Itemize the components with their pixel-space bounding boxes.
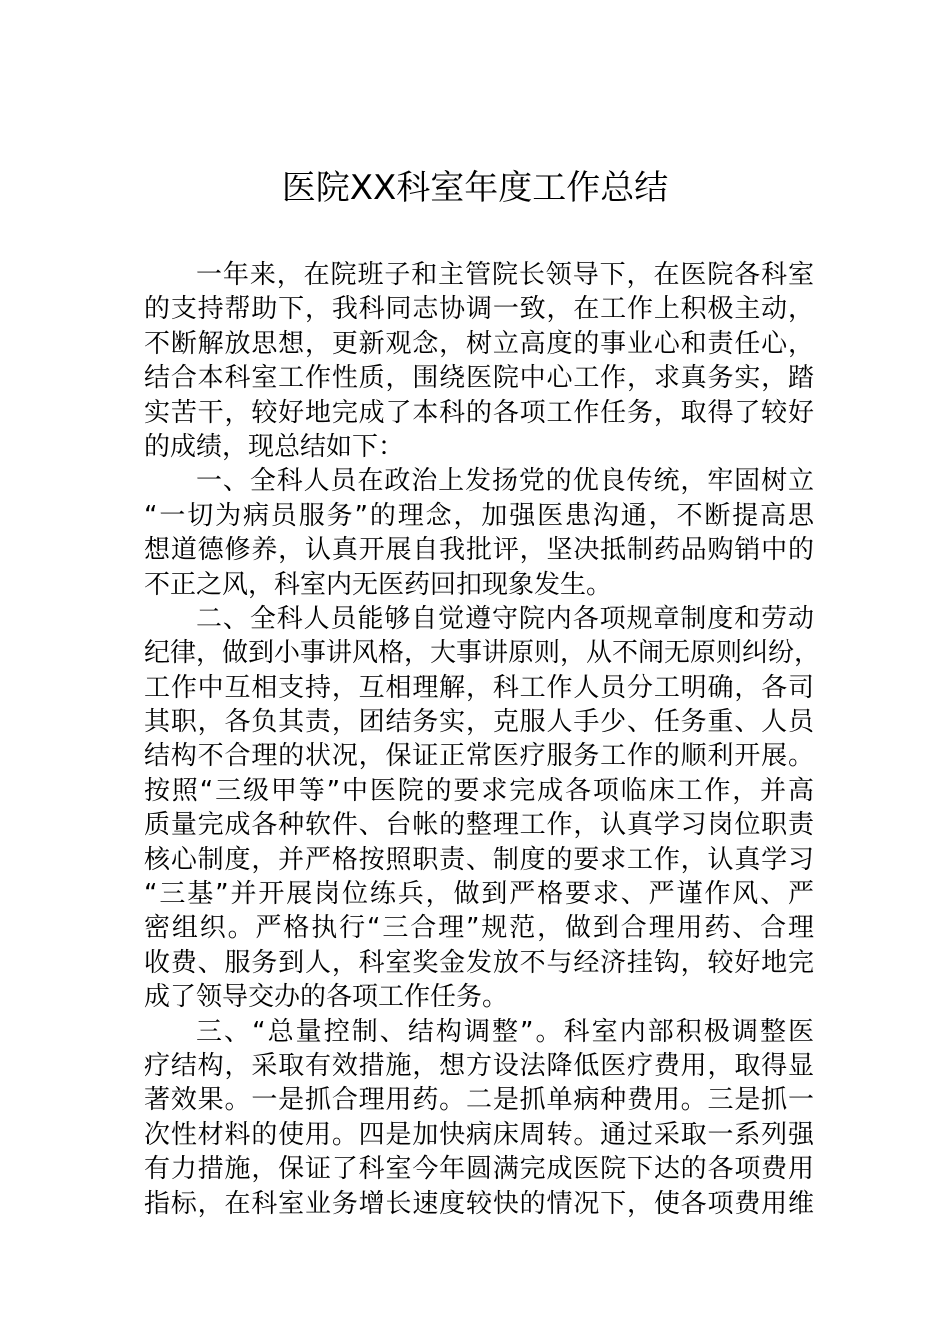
text-line: “一切为病员服务”的理念，加强医患沟通，不断提高思 <box>144 500 814 531</box>
text-line: 结构不合理的状况，保证正常医疗服务工作的顺利开展。 <box>144 741 814 772</box>
text-line: 想道德修养，认真开展自我批评，坚决抵制药品购销中的 <box>144 535 814 566</box>
document-body <box>144 258 821 1221</box>
text-line: 的支持帮助下，我科同志协调一致，在工作上积极主动， <box>144 294 814 325</box>
text-line: 按照“三级甲等”中医院的要求完成各项临床工作，并高 <box>144 775 814 806</box>
text-line: 收费、服务到人，科室奖金发放不与经济挂钩，较好地完 <box>144 947 814 978</box>
text-line: 核心制度，并严格按照职责、制度的要求工作，认真学习 <box>144 844 814 875</box>
text-line: 一、全科人员在政治上发扬党的优良传统，牢固树立 <box>196 466 814 497</box>
text-line: 疗结构，采取有效措施，想方设法降低医疗费用，取得显 <box>144 1050 814 1081</box>
document-title: 医院XX科室年度工作总结 <box>281 168 669 208</box>
text-line: 次性材料的使用。四是加快病床周转。通过采取一系列强 <box>144 1119 814 1150</box>
text-line: 指标，在科室业务增长速度较快的情况下，使各项费用维 <box>144 1188 814 1219</box>
text-line: 实苦干，较好地完成了本科的各项工作任务，取得了较好 <box>144 397 814 428</box>
text-line: 著效果。一是抓合理用药。二是抓单病种费用。三是抓一 <box>144 1085 814 1116</box>
text-line: 的成绩，现总结如下： <box>144 431 405 462</box>
text-line: 纪律，做到小事讲风格，大事讲原则，从不闹无原则纠纷， <box>144 638 821 669</box>
text-line: 一年来，在院班子和主管院长领导下，在医院各科室 <box>196 260 814 290</box>
text-line: 不断解放思想，更新观念，树立高度的事业心和责任心， <box>144 328 814 359</box>
text-line: 有力措施，保证了科室今年圆满完成医院下达的各项费用 <box>144 1154 814 1185</box>
text-line: 密组织。严格执行“三合理”规范，做到合理用药、合理 <box>144 913 814 944</box>
text-line: 三、“总量控制、结构调整”。科室内部积极调整医 <box>196 1016 814 1047</box>
text-line: 质量完成各种软件、台帐的整理工作，认真学习岗位职责 <box>144 810 814 841</box>
text-line: 结合本科室工作性质，围绕医院中心工作，求真务实，踏 <box>144 363 814 394</box>
text-line: 工作中互相支持，互相理解，科工作人员分工明确，各司 <box>144 672 814 703</box>
text-line: “三基”并开展岗位练兵，做到严格要求、严谨作风、严 <box>144 879 814 910</box>
text-line: 成了领导交办的各项工作任务。 <box>144 982 509 1013</box>
text-line: 不正之风，科室内无医药回扣现象发生。 <box>144 569 613 600</box>
text-line: 其职，各负其责，团结务实，克服人手少、任务重、人员 <box>144 707 814 738</box>
text-line: 二、全科人员能够自觉遵守院内各项规章制度和劳动 <box>196 603 814 634</box>
